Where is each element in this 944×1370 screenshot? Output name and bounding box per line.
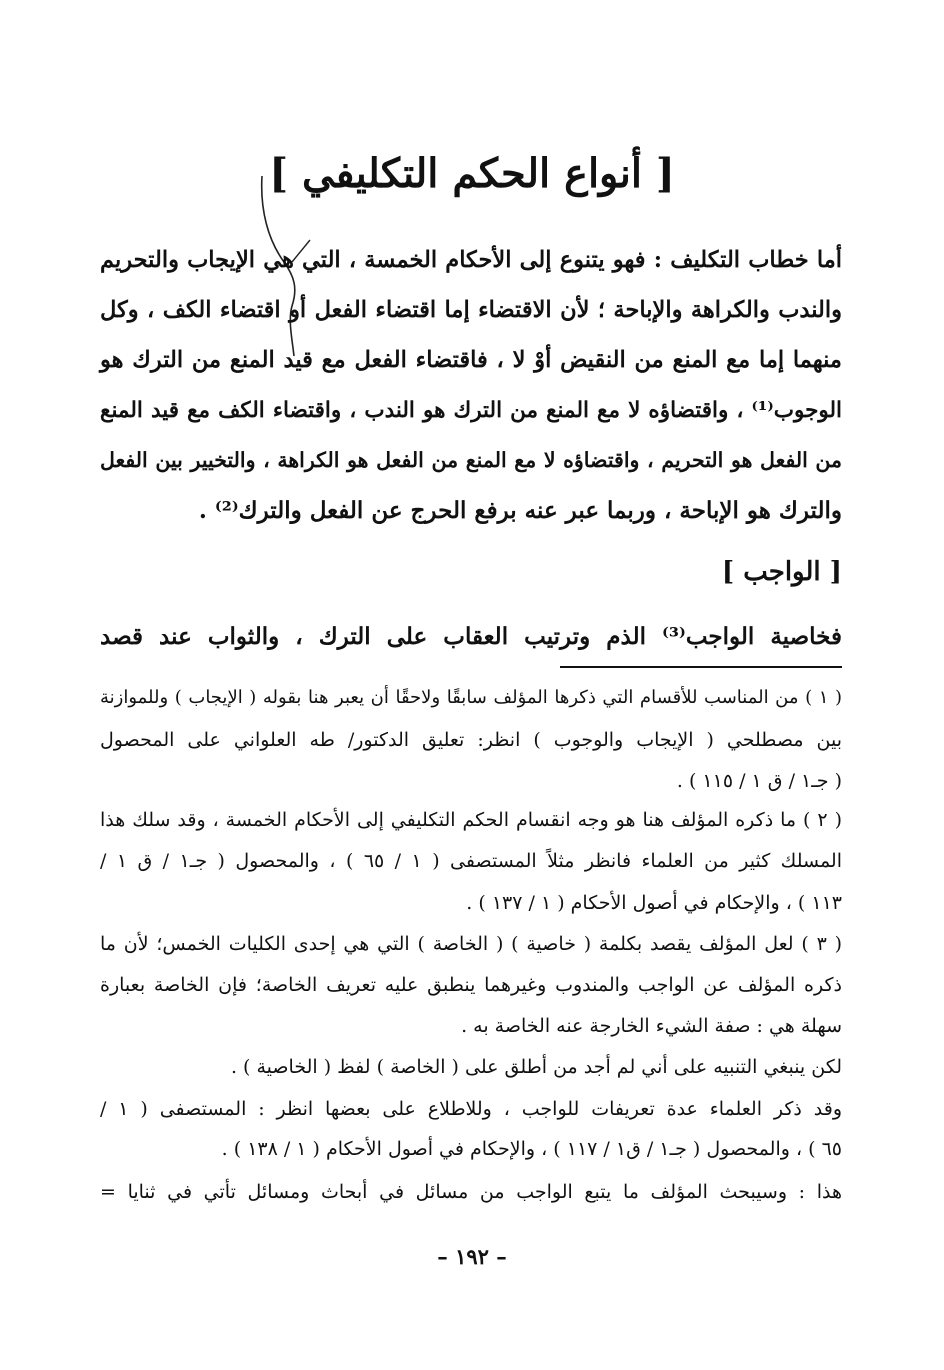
footnote-line: هذا : وسيبحث المؤلف ما يتبع الواجب من مسائل في أبحاث ومسائل تأتي في ثنايا = — [100, 1181, 842, 1203]
footnote-line: ٦٥ ) ، والمحصول ( جـ١ / ق١ / ١١٧ ) ، والإحكام في أصول الأحكام ( ١ / ١٣٨ ) . — [221, 1138, 842, 1160]
body-text-line: الوجوب⁽¹⁾ ، واقتضاؤه لا مع المنع من الترك هو الندب ، واقتضاء الكف مع قيد المنع — [100, 398, 842, 423]
page-number: – ١٩٢ – — [437, 1244, 507, 1269]
body-text-line: أما خطاب التكليف : فهو يتنوع إلى الأحكام الخمسة ، التي هي الإيجاب والتحريم — [100, 247, 842, 273]
footnote-line: المسلك كثير من العلماء فانظر مثلاً المستصفى ( ١ / ٦٥ ) ، والمحصول ( جـ١ / ق ١ / — [100, 850, 842, 872]
body-text-line: والندب والكراهة والإباحة ؛ لأن الاقتضاء إما اقتضاء الفعل أو اقتضاء الكف ، وكل — [100, 297, 842, 323]
footnote-line: ( ٣ ) لعل المؤلف يقصد بكلمة ( خاصية ) ( الخاصة ) التي هي إحدى الكليات الخمس؛ لأن ما — [100, 933, 843, 955]
footnote-separator — [560, 666, 842, 668]
footnote-line: سهلة هي : صفة الشيء الخارجة عنه الخاصة به . — [461, 1015, 842, 1037]
page-title: [ أنواع الحكم التكليفي ] — [269, 150, 675, 197]
footnote-line: ( ٢ ) ما ذكره المؤلف هنا هو وجه انقسام الحكم التكليفي إلى الأحكام الخمسة ، وقد سلك هذا — [100, 809, 843, 831]
footnote-line: ذكره المؤلف عن الواجب والمندوب وغيرهما ينطبق عليه تعريف الخاصة؛ فإن الخاصة بعبارة — [100, 974, 842, 996]
section-text-line: فخاصية الواجب⁽³⁾ الذم وترتيب العقاب على الترك ، والثواب عند قصد — [100, 623, 843, 650]
footnote-line: وقد ذكر العلماء عدة تعريفات للواجب ، وللاطلاع على بعضها انظر : المستصفى ( ١ / — [100, 1098, 842, 1120]
footnote-line: ( ١ ) من المناسب للأقسام التي ذكرها المؤلف سابقًا ولاحقًا أن يعبر هنا بقوله ( الإيجاب ) وللموازنة — [100, 687, 842, 708]
footnote-line: بين مصطلحي ( الإيجاب والوجوب ) انظر: تعليق الدكتور/ طه العلواني على المحصول — [100, 729, 842, 751]
body-text-line: والترك هو الإباحة ، وربما عبر عنه برفع الحرج عن الفعل والترك⁽²⁾ . — [198, 497, 842, 524]
body-text-line: منهما إما مع المنع من النقيض أوْ لا ، فاقتضاء الفعل مع قيد المنع من الترك هو — [100, 347, 842, 373]
footnote-line: لكن ينبغي التنبيه على أني لم أجد من أطلق على ( الخاصة ) لفظ ( الخاصية ) . — [230, 1056, 842, 1078]
footnote-line: ١١٣ ) ، والإحكام في أصول الأحكام ( ١ / ١٣٧ ) . — [466, 892, 842, 914]
footnote-line: ( جـ١ / ق ١ / ١١٥ ) . — [676, 770, 842, 792]
body-text-line: من الفعل هو التحريم ، واقتضاؤه لا مع المنع من الفعل هو الكراهة ، والتخيير بين الفعل — [100, 448, 842, 472]
section-heading: [ الواجب ] — [721, 557, 842, 587]
